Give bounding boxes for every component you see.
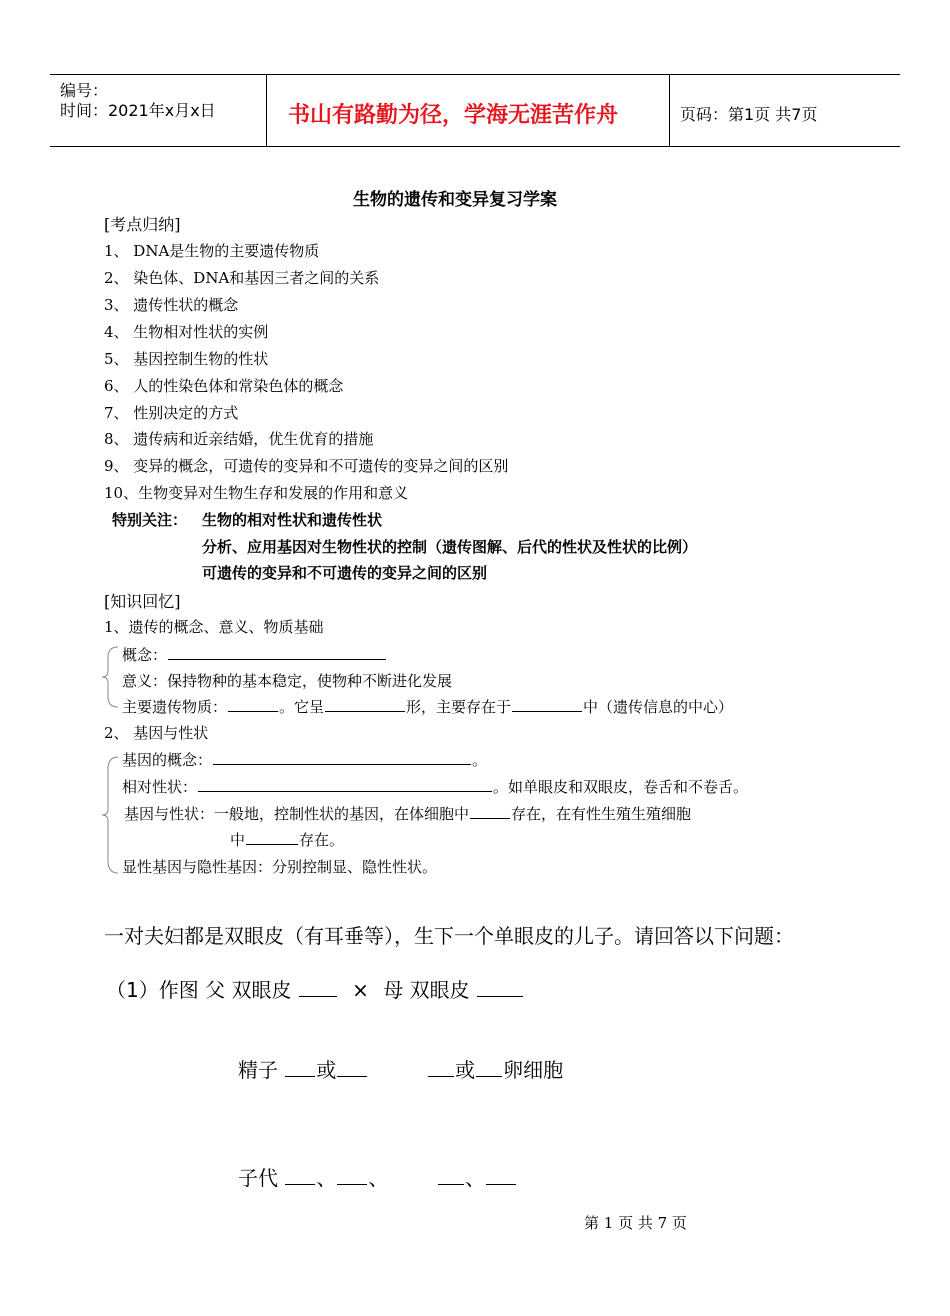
- egg-label: 卵细胞: [503, 1058, 564, 1082]
- concept-label: 概念：: [122, 646, 168, 664]
- header-divider-right: [669, 74, 670, 146]
- list-item: 2、 染色体、DNA和基因三者之间的关系: [104, 269, 380, 287]
- relative-end: 。如单眼皮和双眼皮，卷舌和不卷舌。: [493, 778, 749, 796]
- q2-gene-trait: [124, 803, 691, 824]
- mother-label: 母 双眼皮: [383, 978, 470, 1002]
- section1-heading: [考点归纳]: [104, 215, 181, 234]
- shape-blank[interactable]: [325, 697, 405, 712]
- offspring-label: 子代: [238, 1166, 278, 1190]
- q2-relative: [122, 776, 748, 797]
- list-item: 8、 遗传病和近亲结婚，优生优育的措施: [104, 430, 374, 448]
- left-brace-icon: [100, 645, 120, 709]
- offspring-blank-4[interactable]: [486, 1166, 516, 1185]
- list-item: 4、 生物相对性状的实例: [104, 323, 269, 341]
- sperm-blank-1[interactable]: [285, 1058, 315, 1077]
- separator: 、: [316, 1166, 337, 1190]
- q2-dominant: 显性基因与隐性基因：分别控制显、隐性性状。: [122, 858, 438, 876]
- material-text-b: 。它呈: [279, 698, 325, 716]
- or-text: 或: [316, 1058, 337, 1082]
- focus-label: 特别关注：: [112, 511, 188, 529]
- separator: 、: [465, 1166, 486, 1190]
- section2-heading: [知识回忆]: [104, 592, 181, 611]
- doc-title: 生物的遗传和变异复习学案: [353, 190, 557, 210]
- list-item: 5、 基因控制生物的性状: [104, 350, 269, 368]
- somatic-blank[interactable]: [470, 804, 510, 819]
- list-item: 9、 变异的概念，可遗传的变异和不可遗传的变异之间的区别: [104, 457, 509, 475]
- gene-concept-end: 。: [472, 751, 488, 769]
- q2-gene-trait-cont: [230, 829, 344, 850]
- separator: 、: [368, 1166, 389, 1190]
- offspring-blank-3[interactable]: [438, 1166, 464, 1185]
- header-divider-left: [266, 74, 267, 146]
- q1-title: 1、遗传的概念、意义、物质基础: [104, 618, 324, 636]
- father-label: （1）作图 父 双眼皮: [106, 978, 292, 1002]
- gene-concept-blank[interactable]: [213, 750, 471, 765]
- q2-title: 2、 基因与性状: [104, 724, 209, 742]
- offspring-row: [238, 1162, 517, 1191]
- list-item: 1、 DNA是生物的主要遗传物质: [104, 242, 320, 260]
- egg-blank-2[interactable]: [476, 1058, 502, 1077]
- gene-trait-b: 存在，在有性生殖生殖细胞: [511, 805, 692, 823]
- egg-blank-1[interactable]: [428, 1058, 454, 1077]
- list-item: 10、生物变异对生物生存和发展的作用和意义: [104, 484, 409, 502]
- header-bottom-rule: [50, 146, 900, 147]
- relative-label: 相对性状：: [122, 778, 198, 796]
- q1-concept: [122, 644, 387, 665]
- mother-genotype-blank[interactable]: [477, 978, 523, 997]
- material-text-c: 形，主要存在于: [406, 698, 512, 716]
- gene-trait-d: 存在。: [299, 831, 345, 849]
- motto: 书山有路勤为径，学海无涯苦作舟: [288, 103, 619, 128]
- sperm-label: 精子: [238, 1058, 278, 1082]
- page-footer: 第 1 页 共 7 页: [584, 1214, 687, 1232]
- time-label: 时间：2021年x月x日: [60, 101, 216, 120]
- material-label: 主要遗传物质：: [122, 698, 228, 716]
- father-genotype-blank[interactable]: [299, 978, 337, 997]
- offspring-blank-2[interactable]: [337, 1166, 367, 1185]
- material-text-d: 中（遗传信息的中心）: [583, 698, 734, 716]
- gene-trait-a: 基因与性状：一般地，控制性状的基因，在体细胞中: [124, 805, 470, 823]
- header-top-rule: [50, 74, 900, 75]
- q1-meaning: 意义：保持物种的基本稳定，使物种不断进化发展: [122, 672, 453, 690]
- serial-label: 编号：: [60, 81, 109, 100]
- list-item: 7、 性别决定的方式: [104, 404, 239, 422]
- or-text: 或: [455, 1058, 476, 1082]
- list-item: 3、 遗传性状的概念: [104, 296, 239, 314]
- sperm-blank-2[interactable]: [337, 1058, 367, 1077]
- problem-statement: 一对夫妇都是双眼皮（有耳垂等），生下一个单眼皮的儿子。请回答以下问题：: [104, 924, 794, 948]
- focus-item: 生物的相对性状和遗传性状: [202, 511, 383, 529]
- page-code: 页码：第1页 共7页: [680, 105, 818, 124]
- relative-blank[interactable]: [198, 777, 492, 792]
- list-item: 6、 人的性染色体和常染色体的概念: [104, 377, 344, 395]
- problem-part1: [106, 974, 524, 1003]
- left-brace-icon: [100, 755, 120, 875]
- cross-symbol: ×: [352, 978, 369, 1002]
- focus-item: 分析、应用基因对生物性状的控制（遗传图解、后代的性状及性状的比例）: [202, 538, 698, 556]
- germ-blank[interactable]: [246, 830, 298, 845]
- gene-trait-c: 中: [230, 831, 246, 849]
- q2-gene-concept: [122, 749, 487, 770]
- concept-blank[interactable]: [168, 645, 386, 660]
- offspring-blank-1[interactable]: [285, 1166, 315, 1185]
- location-blank[interactable]: [512, 697, 582, 712]
- q1-material: [122, 696, 733, 717]
- gametes-row: [238, 1054, 563, 1083]
- focus-item: 可遗传的变异和不可遗传的变异之间的区别: [202, 564, 488, 582]
- material-blank[interactable]: [228, 697, 278, 712]
- gene-concept-label: 基因的概念：: [122, 751, 213, 769]
